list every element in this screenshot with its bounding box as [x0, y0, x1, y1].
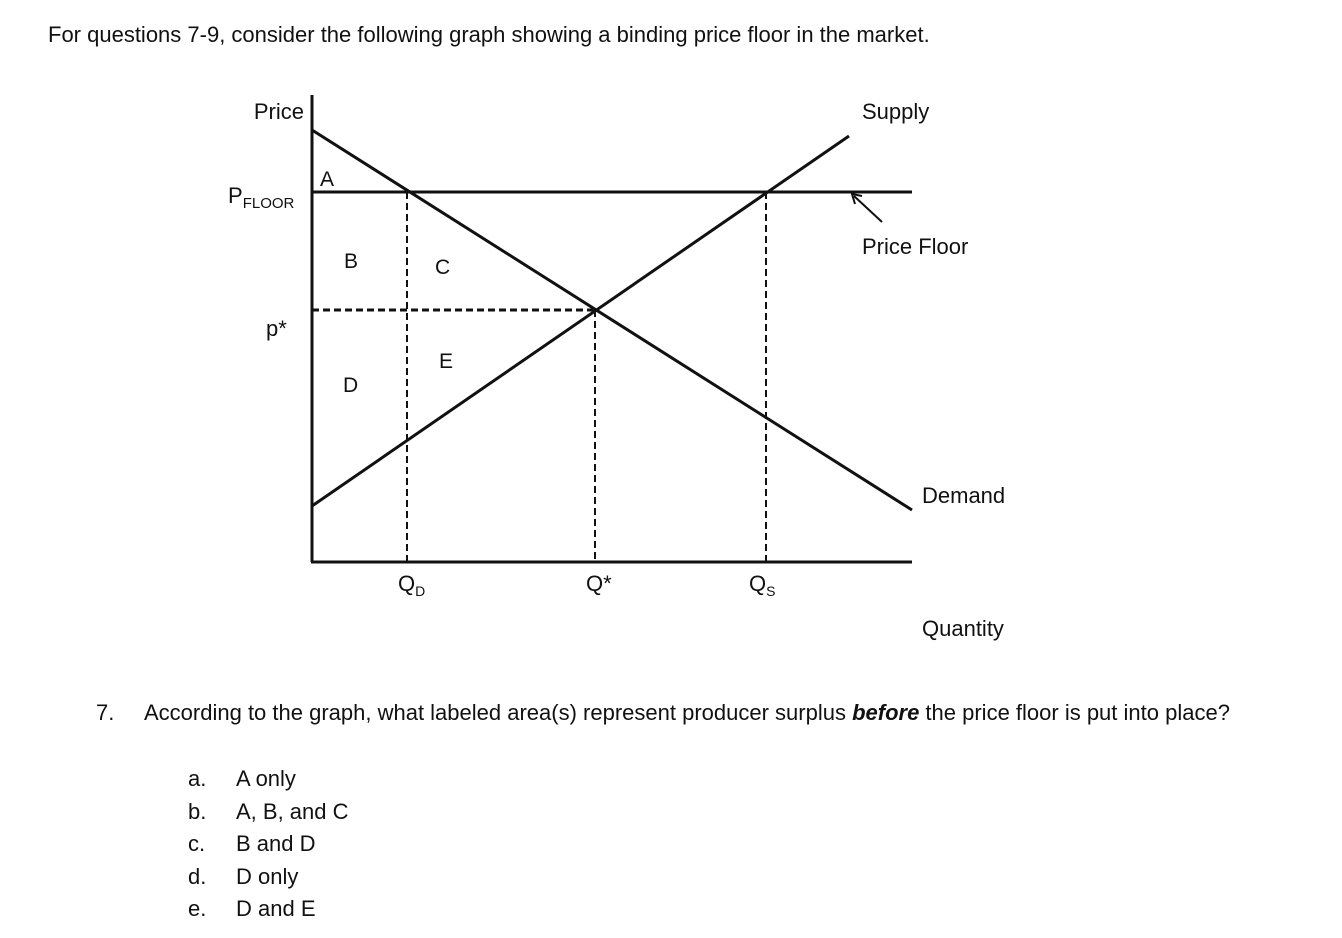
question-text-end: the price floor is put into place?: [919, 700, 1230, 725]
qs-sub: S: [766, 583, 776, 599]
option-text: A only: [236, 766, 296, 791]
question-number: 7.: [96, 700, 115, 725]
area-b-label: B: [344, 250, 359, 273]
qs-main: Q: [749, 571, 767, 596]
option-letter: b.: [188, 798, 207, 824]
option-text: A, B, and C: [236, 798, 349, 824]
quantity-axis-label: Quantity: [922, 616, 1004, 641]
p-floor-main: P: [228, 183, 243, 208]
area-c-label: C: [435, 256, 451, 279]
question-text-start: According to the graph, what labeled area(s) represent producer surplus: [144, 700, 853, 725]
p-star-label: p*: [266, 316, 287, 341]
price-axis-label: Price: [253, 99, 304, 124]
option-letter: e.: [188, 896, 207, 921]
p-floor-label: [228, 183, 295, 212]
q-star-label: Q*: [586, 571, 612, 596]
price-floor-label: Price Floor: [862, 234, 969, 259]
qd-label: [398, 571, 425, 599]
option-letter: a.: [188, 766, 207, 791]
question-emphasis: before: [852, 700, 920, 725]
option-text: D and E: [236, 896, 316, 921]
demand-label: Demand: [922, 483, 1006, 508]
p-floor-sub: FLOOR: [242, 195, 295, 212]
question-text: [144, 696, 1244, 729]
demand-curve: [312, 130, 912, 510]
option-text: D only: [236, 863, 299, 889]
qd-sub: D: [415, 583, 426, 599]
option-letter: d.: [188, 863, 207, 889]
option-letter: c.: [188, 831, 206, 856]
area-a-label: A: [320, 168, 335, 191]
price-floor-arrow: [854, 196, 882, 222]
area-d-label: D: [343, 374, 359, 397]
supply-label: Supply: [862, 99, 930, 124]
qs-label: [749, 571, 775, 599]
intro-text: For questions 7-9, consider the following graph showing a binding price floor in the market.: [48, 22, 930, 47]
area-e-label: E: [439, 350, 454, 373]
option-text: B and D: [236, 831, 316, 856]
qd-main: Q: [398, 571, 416, 596]
